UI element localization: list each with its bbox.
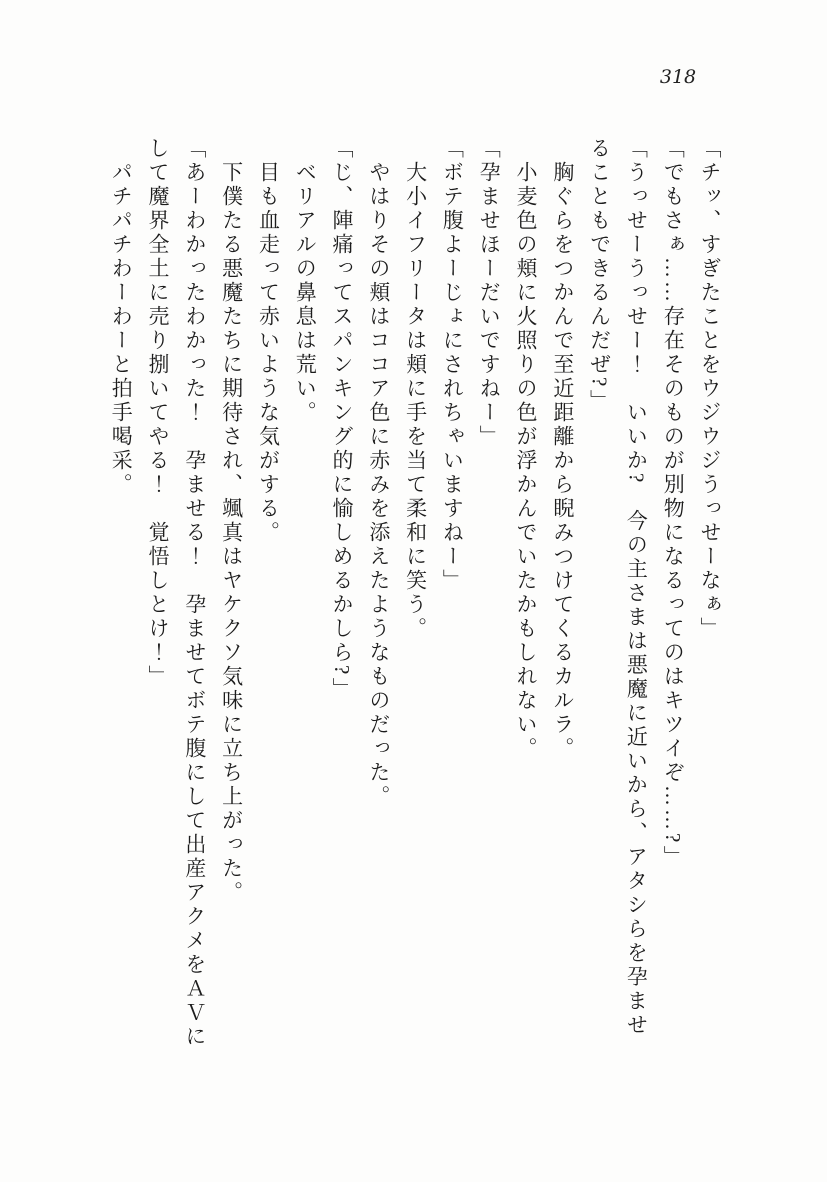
text-line: パチパチわーわーと拍手喝采。	[109, 137, 134, 497]
text-line: して魔界全土に売り捌いてやる！ 覚悟しとけ！」	[146, 137, 171, 689]
text-line: 「でもさぁ……存在そのものが別物になるってのはキツイぞ……?」	[661, 137, 686, 870]
text-line: 胸ぐらをつかんで至近距離から睨みつけてくるカルラ。	[550, 137, 575, 761]
vertical-text-block	[102, 137, 728, 1072]
text-line: 「孕ませほーだいですねー」	[477, 137, 502, 449]
text-line: 「チッ、すぎたことをウジウジうっせーなぁ」	[698, 137, 722, 641]
text-line: 「ボテ腹よーじょにされちゃいますねー」	[440, 137, 465, 593]
text-line: 目も血走って赤いような気がする。	[256, 137, 281, 545]
page-number: 318	[659, 66, 697, 88]
text-line: 小麦色の頬に火照りの色が浮かんでいたかもしれない。	[514, 137, 539, 761]
text-line: ることもできるんだぜ?」	[587, 137, 612, 414]
text-line: 「じ、陣痛ってスパンキング的に愉しめるかしら?」	[330, 137, 355, 702]
text-line: 「うっせーうっせー！ いいか? 今の主さまは悪魔に近いから、アタシらを孕ませ	[624, 137, 649, 1038]
text-line: やはりその頬はココア色に赤みを添えたようなものだった。	[366, 137, 391, 809]
text-line: ベリアルの鼻息は荒い。	[293, 137, 318, 425]
text-line: 大小イフリータは頬に手を当て柔和に笑う。	[403, 137, 428, 641]
text-line: 「あーわかったわかった！ 孕ませる！ 孕ませてボテ腹にして出産アクメをＡＶに	[182, 137, 207, 1049]
text-line: 下僕たる悪魔たちに期待され、颯真はヤケクソ気味に立ち上がった。	[219, 137, 244, 905]
